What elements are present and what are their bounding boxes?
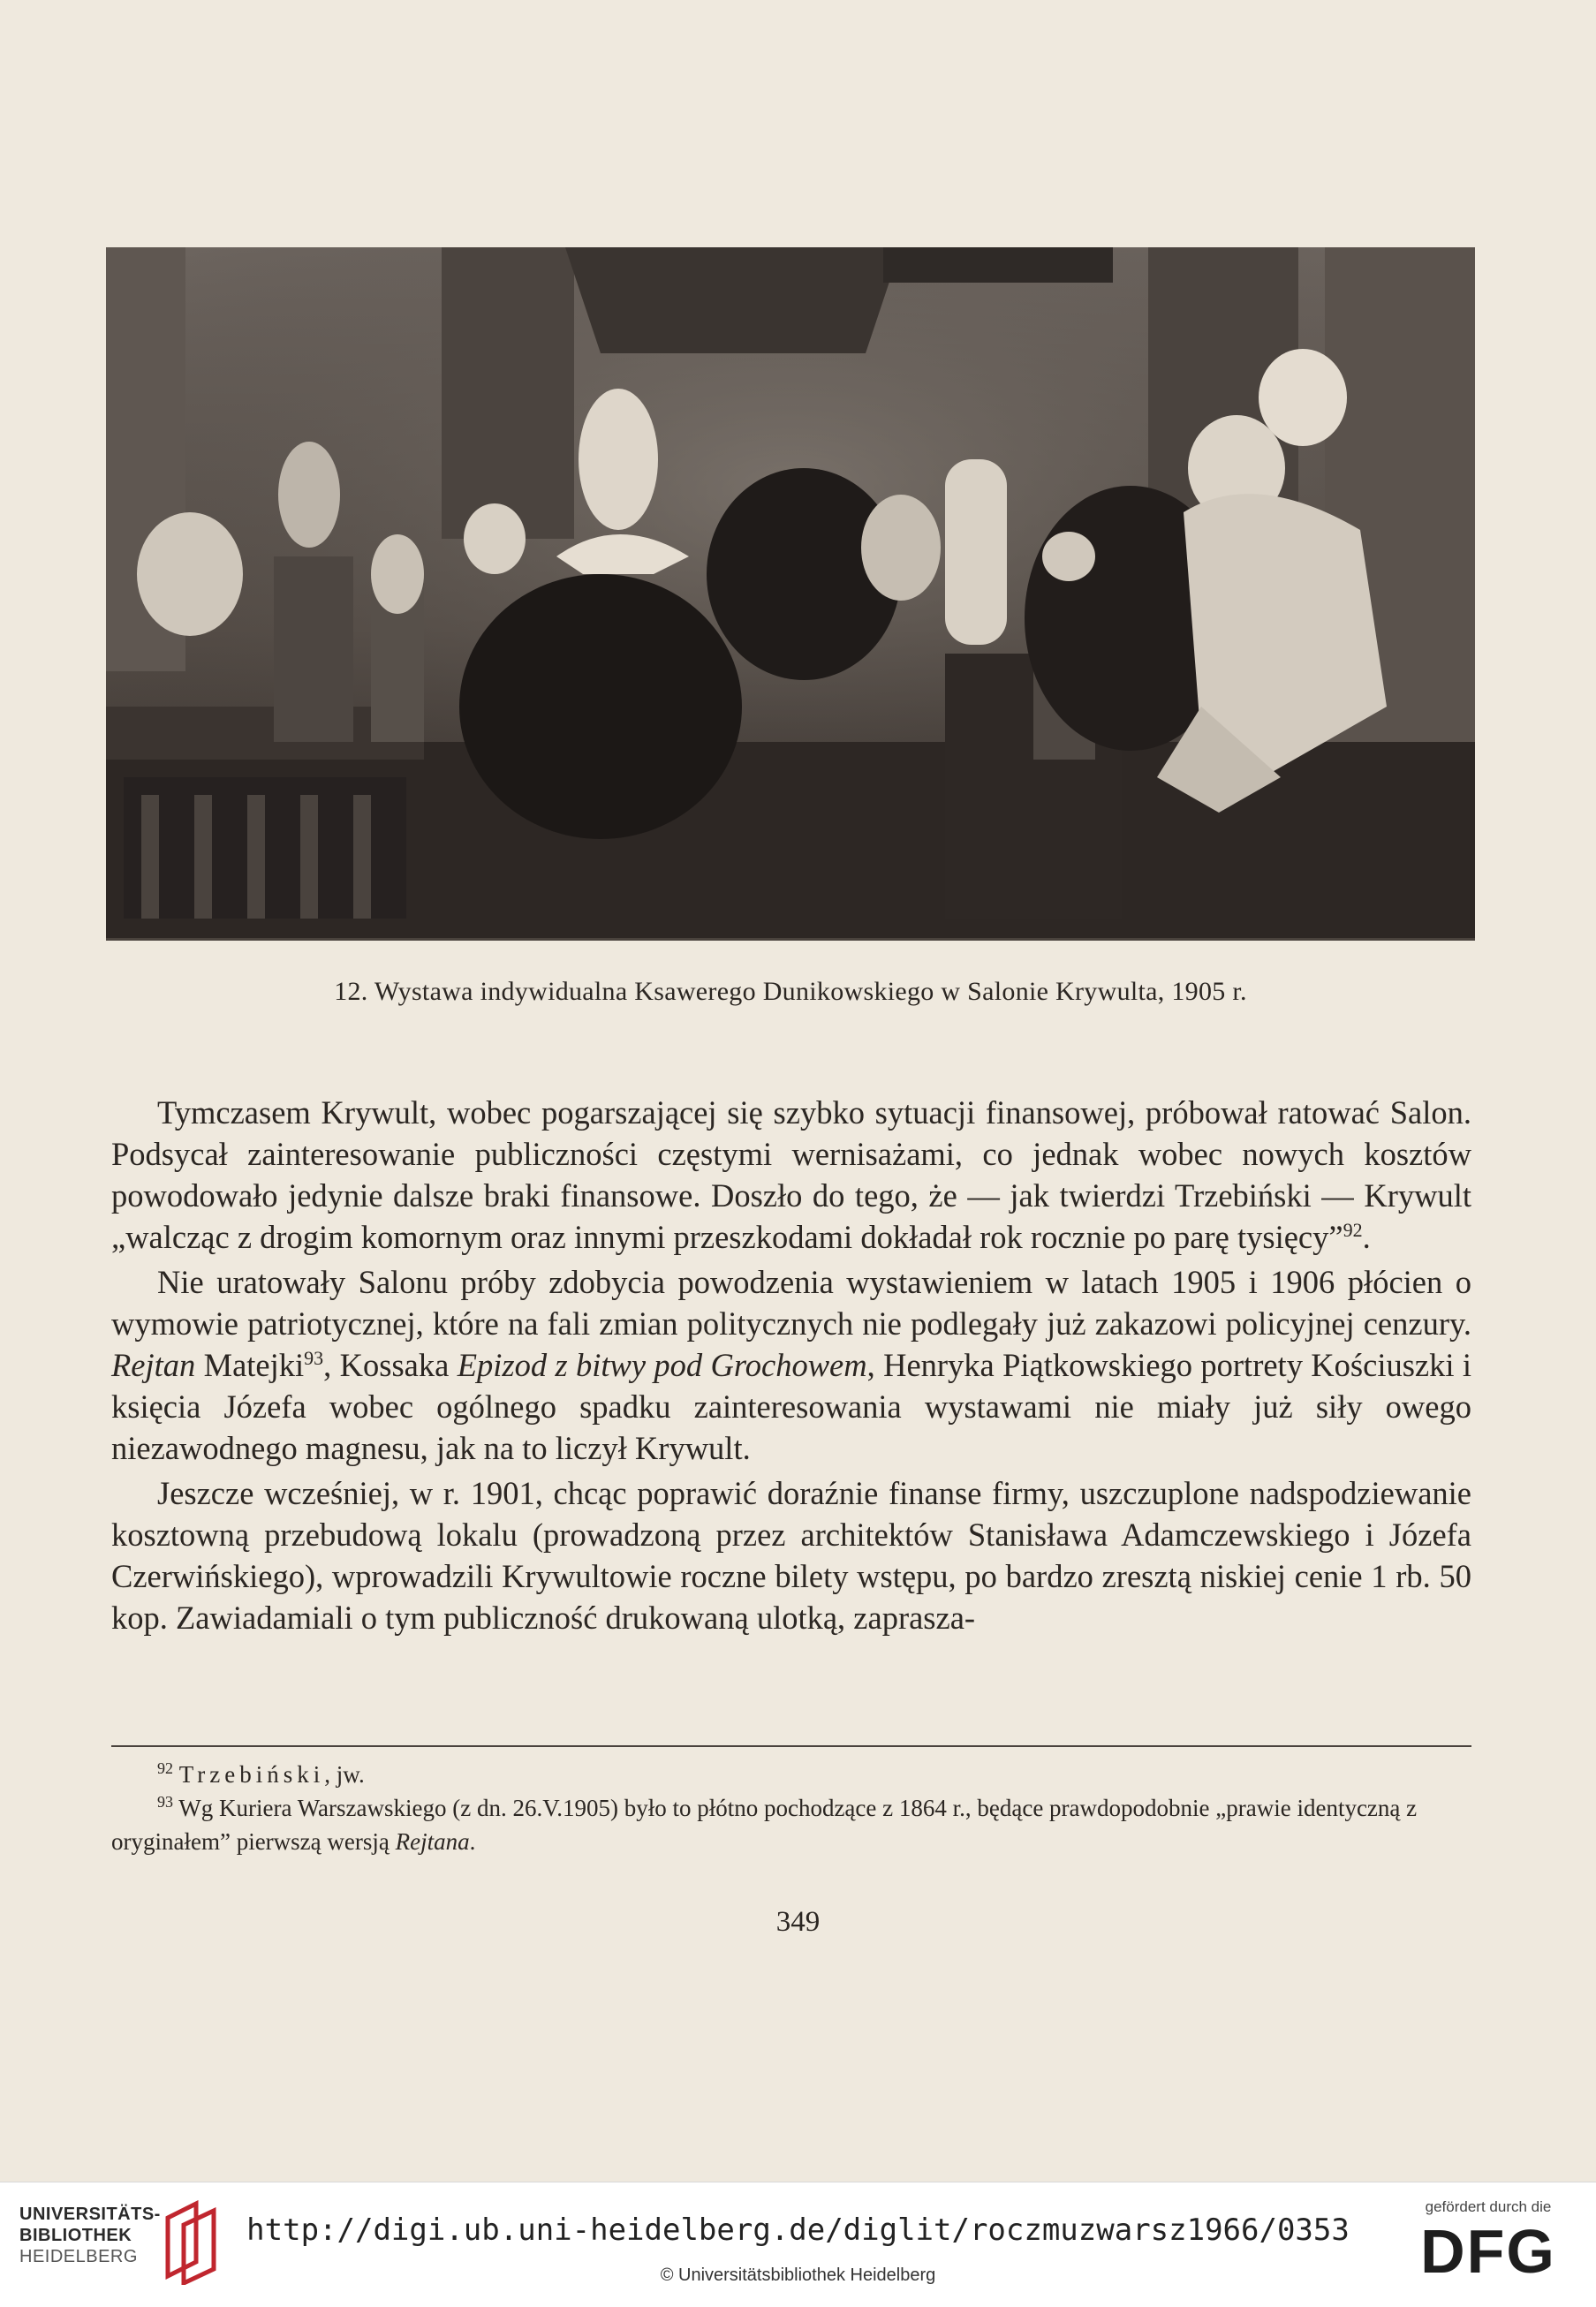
dfg-logo-text: DFG: [1420, 2217, 1556, 2286]
footnote-text: , jw.: [324, 1761, 365, 1788]
paragraph-2-text-a: Nie uratowały Salonu próby zdobycia powodzenia wystawieniem w latach 1905 i 1906 płócien o wymowie patriotycznej, które na fali zmian politycznych nie podlegały już zakazowi policyjnej cenzury.: [111, 1264, 1471, 1342]
paragraph-1: [111, 1092, 1471, 1258]
footnote-92: [111, 1758, 1471, 1791]
paragraph-3: Jeszcze wcześniej, w r. 1901, chcąc poprawić doraźnie finanse firmy, uszczuplone nadspodziewanie kosztowną przebudową lokalu (prowadzoną przez architektów Stanisława Adamczewskiego i Józefa Czerwińskiego), wprowadzili Krywultowie roczne bilety wstępu, po bardzo zresztą niskiej cenie 1 rb. 50 kop. Zawiadamiali o tym publiczność drukowaną ulotką, zaprasza-: [111, 1475, 1471, 1636]
footnotes: [111, 1758, 1471, 1858]
dfg-funding-logo[interactable]: [1400, 2198, 1577, 2287]
exhibition-photograph: [106, 247, 1475, 941]
work-title-rejtan: Rejtan: [111, 1347, 196, 1383]
viewer-footer: [0, 2182, 1596, 2307]
library-name-line-2: BIBLIOTHEK: [19, 2226, 132, 2245]
work-title-epizod: Epizod z bitwy pod Grochowem: [457, 1347, 867, 1383]
paragraph-2-text-b: Matejki: [195, 1347, 305, 1383]
library-name-line-1: UNIVERSITÄTS-: [19, 2205, 161, 2224]
footnote-93: [111, 1791, 1471, 1858]
photo-illustration: [106, 247, 1475, 938]
footnote-italic-title: Rejtana: [395, 1828, 470, 1855]
paragraph-2: [111, 1261, 1471, 1469]
footnote-ref-93[interactable]: 93: [304, 1346, 324, 1369]
footnote-text: Wg Kuriera Warszawskiego (z dn. 26.V.1905) było to płótno pochodzące z 1864 r., będące prawdopodobnie „prawie identyczną z oryginałem” pierwszą wersją: [111, 1795, 1418, 1855]
paragraph-2-text-d: , Henryka Piątkowskiego portrety Kościuszki i księcia Józefa wobec ogólnego spadku zainteresowania wystawami nie miały już siły owego niezawodnego magnesu, jak na to liczył Krywult.: [111, 1347, 1472, 1466]
copyright-notice: © Universitätsbibliothek Heidelberg: [660, 2265, 936, 2285]
footnote-author: Trzebiński: [178, 1761, 325, 1788]
body-text: [111, 1092, 1471, 1642]
footnote-divider: [111, 1745, 1471, 1747]
footnote-ref-92[interactable]: 92: [1343, 1218, 1363, 1241]
footnote-end: .: [469, 1828, 476, 1855]
paragraph-2-text-c: , Kossaka: [323, 1347, 458, 1383]
figure-caption: 12. Wystawa indywidualna Ksawerego Dunikowskiego w Salonie Krywulta, 1905 r.: [334, 977, 1247, 1006]
footnote-number: 93: [157, 1793, 173, 1811]
paragraph-1-end: .: [1362, 1219, 1371, 1255]
funding-note: gefördert durch die: [1425, 2198, 1552, 2215]
library-name-line-3: HEIDELBERG: [19, 2247, 138, 2266]
page-number: 349: [775, 1906, 821, 1938]
paragraph-1-text: Tymczasem Krywult, wobec pogarszającej się szybko sytuacji finansowej, próbował ratować Salon. Podsycał zainteresowanie publiczności częstymi wernisażami, co jednak wobec nowych kosztów powodowało jedynie dalsze braki finansowe. Doszło do tego, że — jak twierdzi Trzebiński — Krywult „walcząc z drogim komornym oraz innymi przeszkodami dokładał rok rocznie po parę tysięcy”: [111, 1094, 1471, 1255]
permalink-url[interactable]: http://digi.ub.uni-heidelberg.de/diglit/roczmuzwarsz1966/0353: [246, 2212, 1350, 2248]
footnote-number: 92: [157, 1759, 173, 1777]
